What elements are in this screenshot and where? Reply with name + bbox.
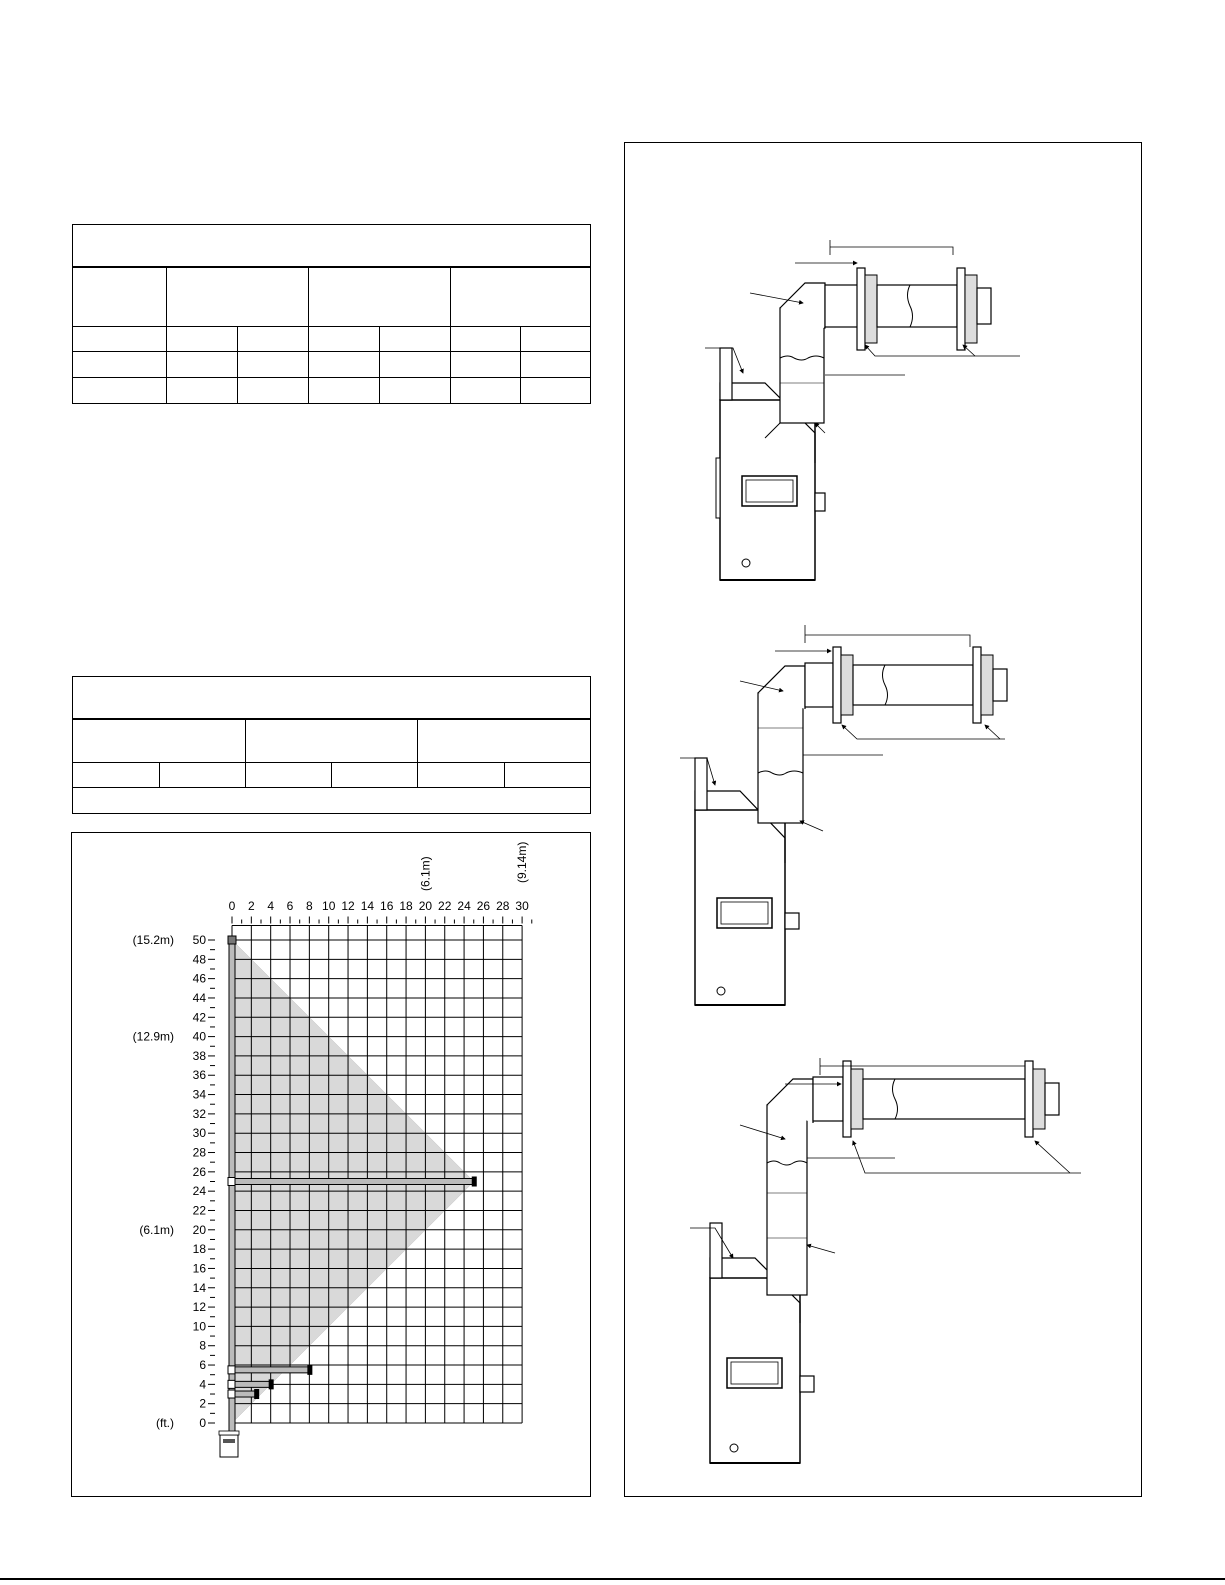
- y-tick-label: 18: [192, 1242, 206, 1257]
- table-1-header-cell: [309, 267, 451, 327]
- y-tick-label: 38: [192, 1048, 206, 1063]
- x-tick-label: 0: [228, 899, 236, 913]
- y-tick-label: 16: [192, 1261, 206, 1276]
- installation-diagram-2: [680, 625, 1007, 1005]
- table-row: [73, 788, 591, 814]
- vent-elbow: [228, 1390, 235, 1398]
- vent-length-graph: [72, 833, 592, 1498]
- page-bottom-rule: [0, 1578, 1225, 1580]
- vent-graph-panel: [71, 832, 591, 1497]
- x-tick-label: 14: [360, 899, 375, 913]
- x-tick-label: 30: [515, 899, 529, 913]
- y-tick-label: 6: [199, 1358, 206, 1373]
- vent-termination: [269, 1379, 274, 1389]
- vent-cap: [228, 936, 236, 944]
- x-tick-label: 24: [457, 899, 471, 913]
- y-tick-label: 50: [192, 933, 206, 947]
- y-tick-label: 22: [192, 1203, 206, 1218]
- y-tick-label: 2: [199, 1396, 206, 1411]
- vent-elbow: [228, 1380, 235, 1388]
- horizontal-vent-run: [232, 1179, 474, 1185]
- table-1-header-cell: [451, 267, 591, 327]
- table-1-title-cell: [73, 225, 591, 267]
- installation-diagrams: [625, 143, 1143, 1498]
- y-tick-label: 30: [192, 1126, 206, 1141]
- y-tick-label: 24: [192, 1184, 206, 1199]
- y-tick-label: 36: [192, 1068, 206, 1083]
- y-tick-label: 8: [199, 1338, 206, 1353]
- installation-diagram-1: [705, 240, 1020, 580]
- x-metric-label: (6.1m): [418, 856, 433, 891]
- vent-elbow: [228, 1366, 235, 1374]
- x-tick-label: 4: [267, 899, 275, 913]
- installation-diagram-panel: [624, 142, 1142, 1497]
- table-row: [73, 352, 591, 378]
- heater-icon: [219, 1431, 239, 1457]
- x-tick-label: 2: [247, 899, 255, 913]
- y-tick-label: 34: [192, 1087, 206, 1102]
- horizontal-vent-run: [232, 1367, 309, 1373]
- y-metric-label: (12.9m): [132, 1029, 174, 1044]
- y-tick-label: 40: [192, 1029, 206, 1044]
- table-1-header-cell: [167, 267, 309, 327]
- table-2-header-cell: [73, 719, 246, 763]
- x-tick-label: 16: [380, 899, 394, 913]
- y-tick-label: 44: [192, 990, 206, 1005]
- vent-termination: [254, 1389, 259, 1399]
- y-tick-label: 14: [192, 1280, 206, 1295]
- horizontal-vent-run: [232, 1391, 256, 1397]
- y-tick-label: 26: [192, 1164, 206, 1179]
- y-metric-label: (ft.): [156, 1416, 174, 1430]
- x-tick-label: 6: [286, 899, 294, 913]
- y-tick-label: 42: [192, 1010, 206, 1025]
- y-metric-label: (15.2m): [132, 933, 174, 947]
- y-tick-label: 4: [199, 1377, 206, 1392]
- x-tick-label: 8: [306, 899, 313, 913]
- y-tick-label: 0: [199, 1416, 206, 1430]
- x-tick-label: 20: [418, 899, 433, 913]
- table-row: [73, 327, 591, 352]
- x-metric-label: (9.14m): [515, 841, 530, 883]
- table-2-header-cell: [246, 719, 418, 763]
- table-1-header-cell: [73, 267, 167, 327]
- y-tick-label: 12: [192, 1300, 206, 1315]
- y-tick-label: 46: [192, 971, 206, 986]
- y-axis-ticks: [133, 933, 215, 1430]
- y-tick-label: 48: [192, 952, 206, 967]
- y-tick-label: 28: [192, 1145, 206, 1160]
- vent-termination: [307, 1365, 312, 1375]
- x-tick-label: 10: [322, 899, 336, 913]
- installation-diagram-3: [690, 1058, 1081, 1463]
- x-tick-label: 26: [476, 899, 491, 913]
- table-row: [73, 763, 591, 788]
- x-tick-label: 12: [341, 899, 355, 913]
- y-tick-label: 32: [192, 1106, 206, 1121]
- vent-table-2: [72, 676, 591, 814]
- horizontal-vent-run: [232, 1381, 271, 1387]
- table-2-header-cell: [418, 719, 591, 763]
- x-tick-label: 22: [438, 899, 452, 913]
- y-metric-label: (6.1m): [139, 1222, 174, 1237]
- y-tick-label: 10: [192, 1319, 206, 1334]
- vent-table-1: [72, 224, 591, 404]
- x-tick-label: 18: [399, 899, 413, 913]
- y-tick-label: 20: [192, 1222, 206, 1237]
- table-row: [73, 378, 591, 404]
- vent-termination: [472, 1177, 477, 1187]
- table-2-title-cell: [73, 677, 591, 719]
- x-axis-ticks: [229, 842, 532, 924]
- vent-elbow: [228, 1178, 235, 1186]
- x-tick-label: 28: [496, 899, 510, 913]
